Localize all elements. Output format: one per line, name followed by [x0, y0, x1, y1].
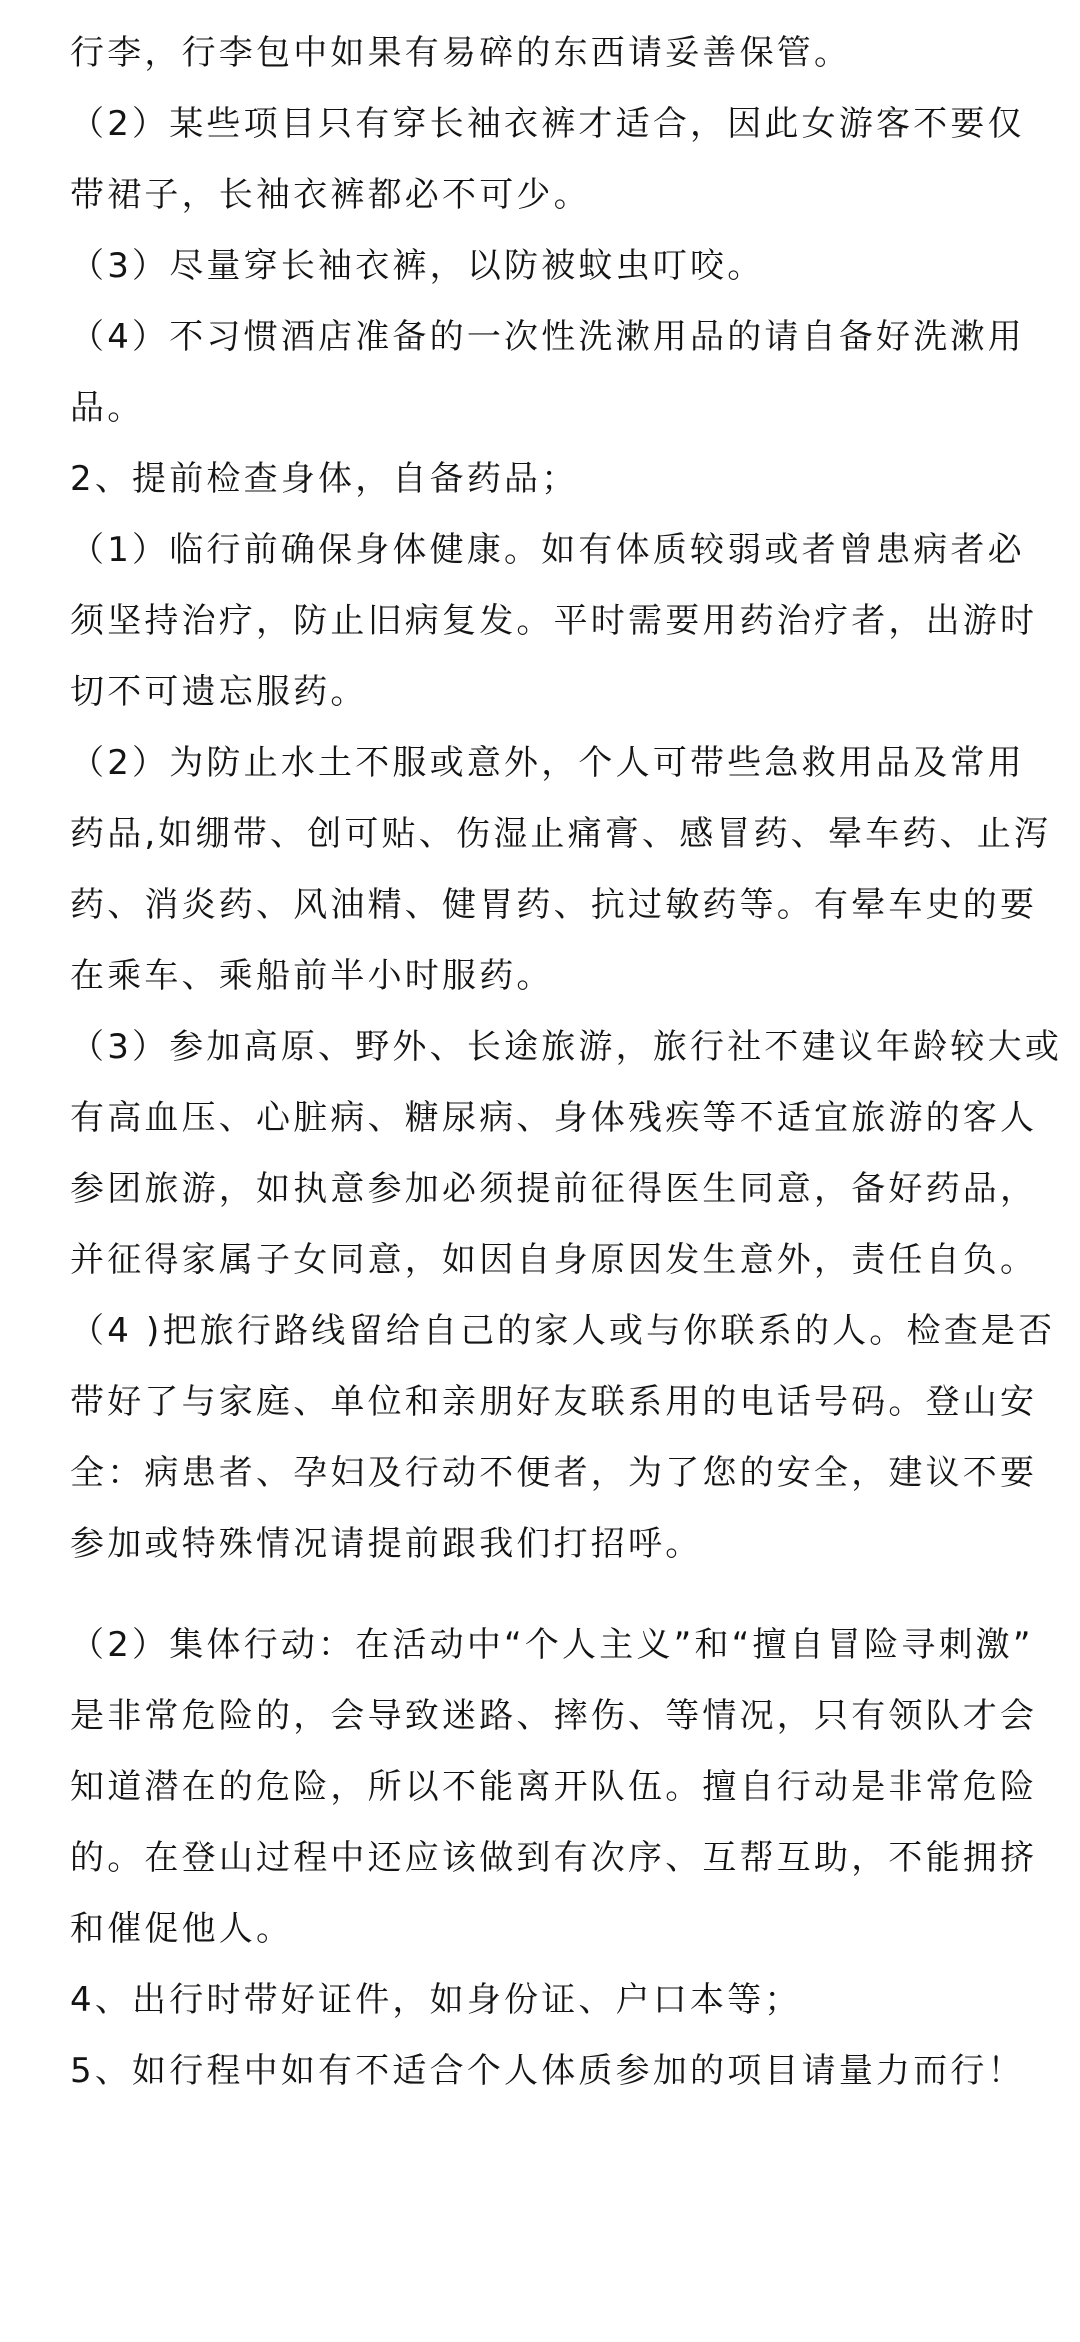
- text-line-5: （4）不习惯酒店准备的一次性洗漱用品的请自备好洗漱用: [70, 317, 1025, 357]
- text-line-14: 在乘车、乘船前半小时服药。: [70, 956, 554, 996]
- text-line-29: 5、如行程中如有不适合个人体质参加的项目请量力而行！: [70, 2051, 1025, 2091]
- text-line-19: （4 )把旅行路线留给自己的家人或与你联系的人。检查是否: [70, 1311, 1056, 1351]
- text-line-21: 全：病患者、孕妇及行动不便者，为了您的安全，建议不要: [70, 1453, 1038, 1493]
- text-line-16: 有高血压、心脏病、糖尿病、身体残疾等不适宜旅游的客人: [70, 1098, 1038, 1138]
- text-line-6: 品。: [70, 388, 145, 428]
- text-line-3: 带裙子，长袖衣裤都必不可少。: [70, 175, 591, 215]
- text-line-22: 参加或特殊情况请提前跟我们打招呼。: [70, 1524, 703, 1564]
- text-line-1: 行李，行李包中如果有易碎的东西请妥善保管。: [70, 33, 852, 73]
- text-line-2: （2）某些项目只有穿长袖衣裤才适合，因此女游客不要仅: [70, 104, 1025, 144]
- text-line-11: （2）为防止水土不服或意外，个人可带些急救用品及常用: [70, 743, 1025, 783]
- text-line-13: 药、消炎药、风油精、健胃药、抗过敏药等。有晕车史的要: [70, 885, 1038, 925]
- text-line-15: （3）参加高原、野外、长途旅游，旅行社不建议年龄较大或: [70, 1027, 1063, 1067]
- text-line-27: 和催促他人。: [70, 1909, 294, 1949]
- text-line-24: 是非常危险的，会导致迷路、摔伤、等情况，只有领队才会: [70, 1696, 1038, 1736]
- text-line-20: 带好了与家庭、单位和亲朋好友联系用的电话号码。登山安: [70, 1382, 1038, 1422]
- text-line-28: 4、出行时带好证件，如身份证、户口本等；: [70, 1980, 802, 2020]
- text-line-9: 须坚持治疗，防止旧病复发。平时需要用药治疗者，出游时: [70, 601, 1038, 641]
- text-line-12: 药品,如绷带、创可贴、伤湿止痛膏、感冒药、晕车药、止泻: [70, 814, 1052, 854]
- text-line-10: 切不可遗忘服药。: [70, 672, 368, 712]
- text-line-26: 的。在登山过程中还应该做到有次序、互帮互助，不能拥挤: [70, 1838, 1038, 1878]
- text-line-25: 知道潜在的危险，所以不能离开队伍。擅自行动是非常危险: [70, 1767, 1038, 1807]
- text-line-4: （3）尽量穿长袖衣裤，以防被蚊虫叮咬。: [70, 246, 765, 286]
- text-line-8: （1）临行前确保身体健康。如有体质较弱或者曾患病者必: [70, 530, 1025, 570]
- text-line-17: 参团旅游，如执意参加必须提前征得医生同意，备好药品，: [70, 1169, 1038, 1209]
- text-line-18: 并征得家属子女同意，如因自身原因发生意外，责任自负。: [70, 1240, 1038, 1280]
- text-line-7: 2、提前检查身体，自备药品；: [70, 459, 579, 499]
- text-line-23: （2）集体行动：在活动中“个人主义”和“擅自冒险寻刺激”: [70, 1625, 1034, 1665]
